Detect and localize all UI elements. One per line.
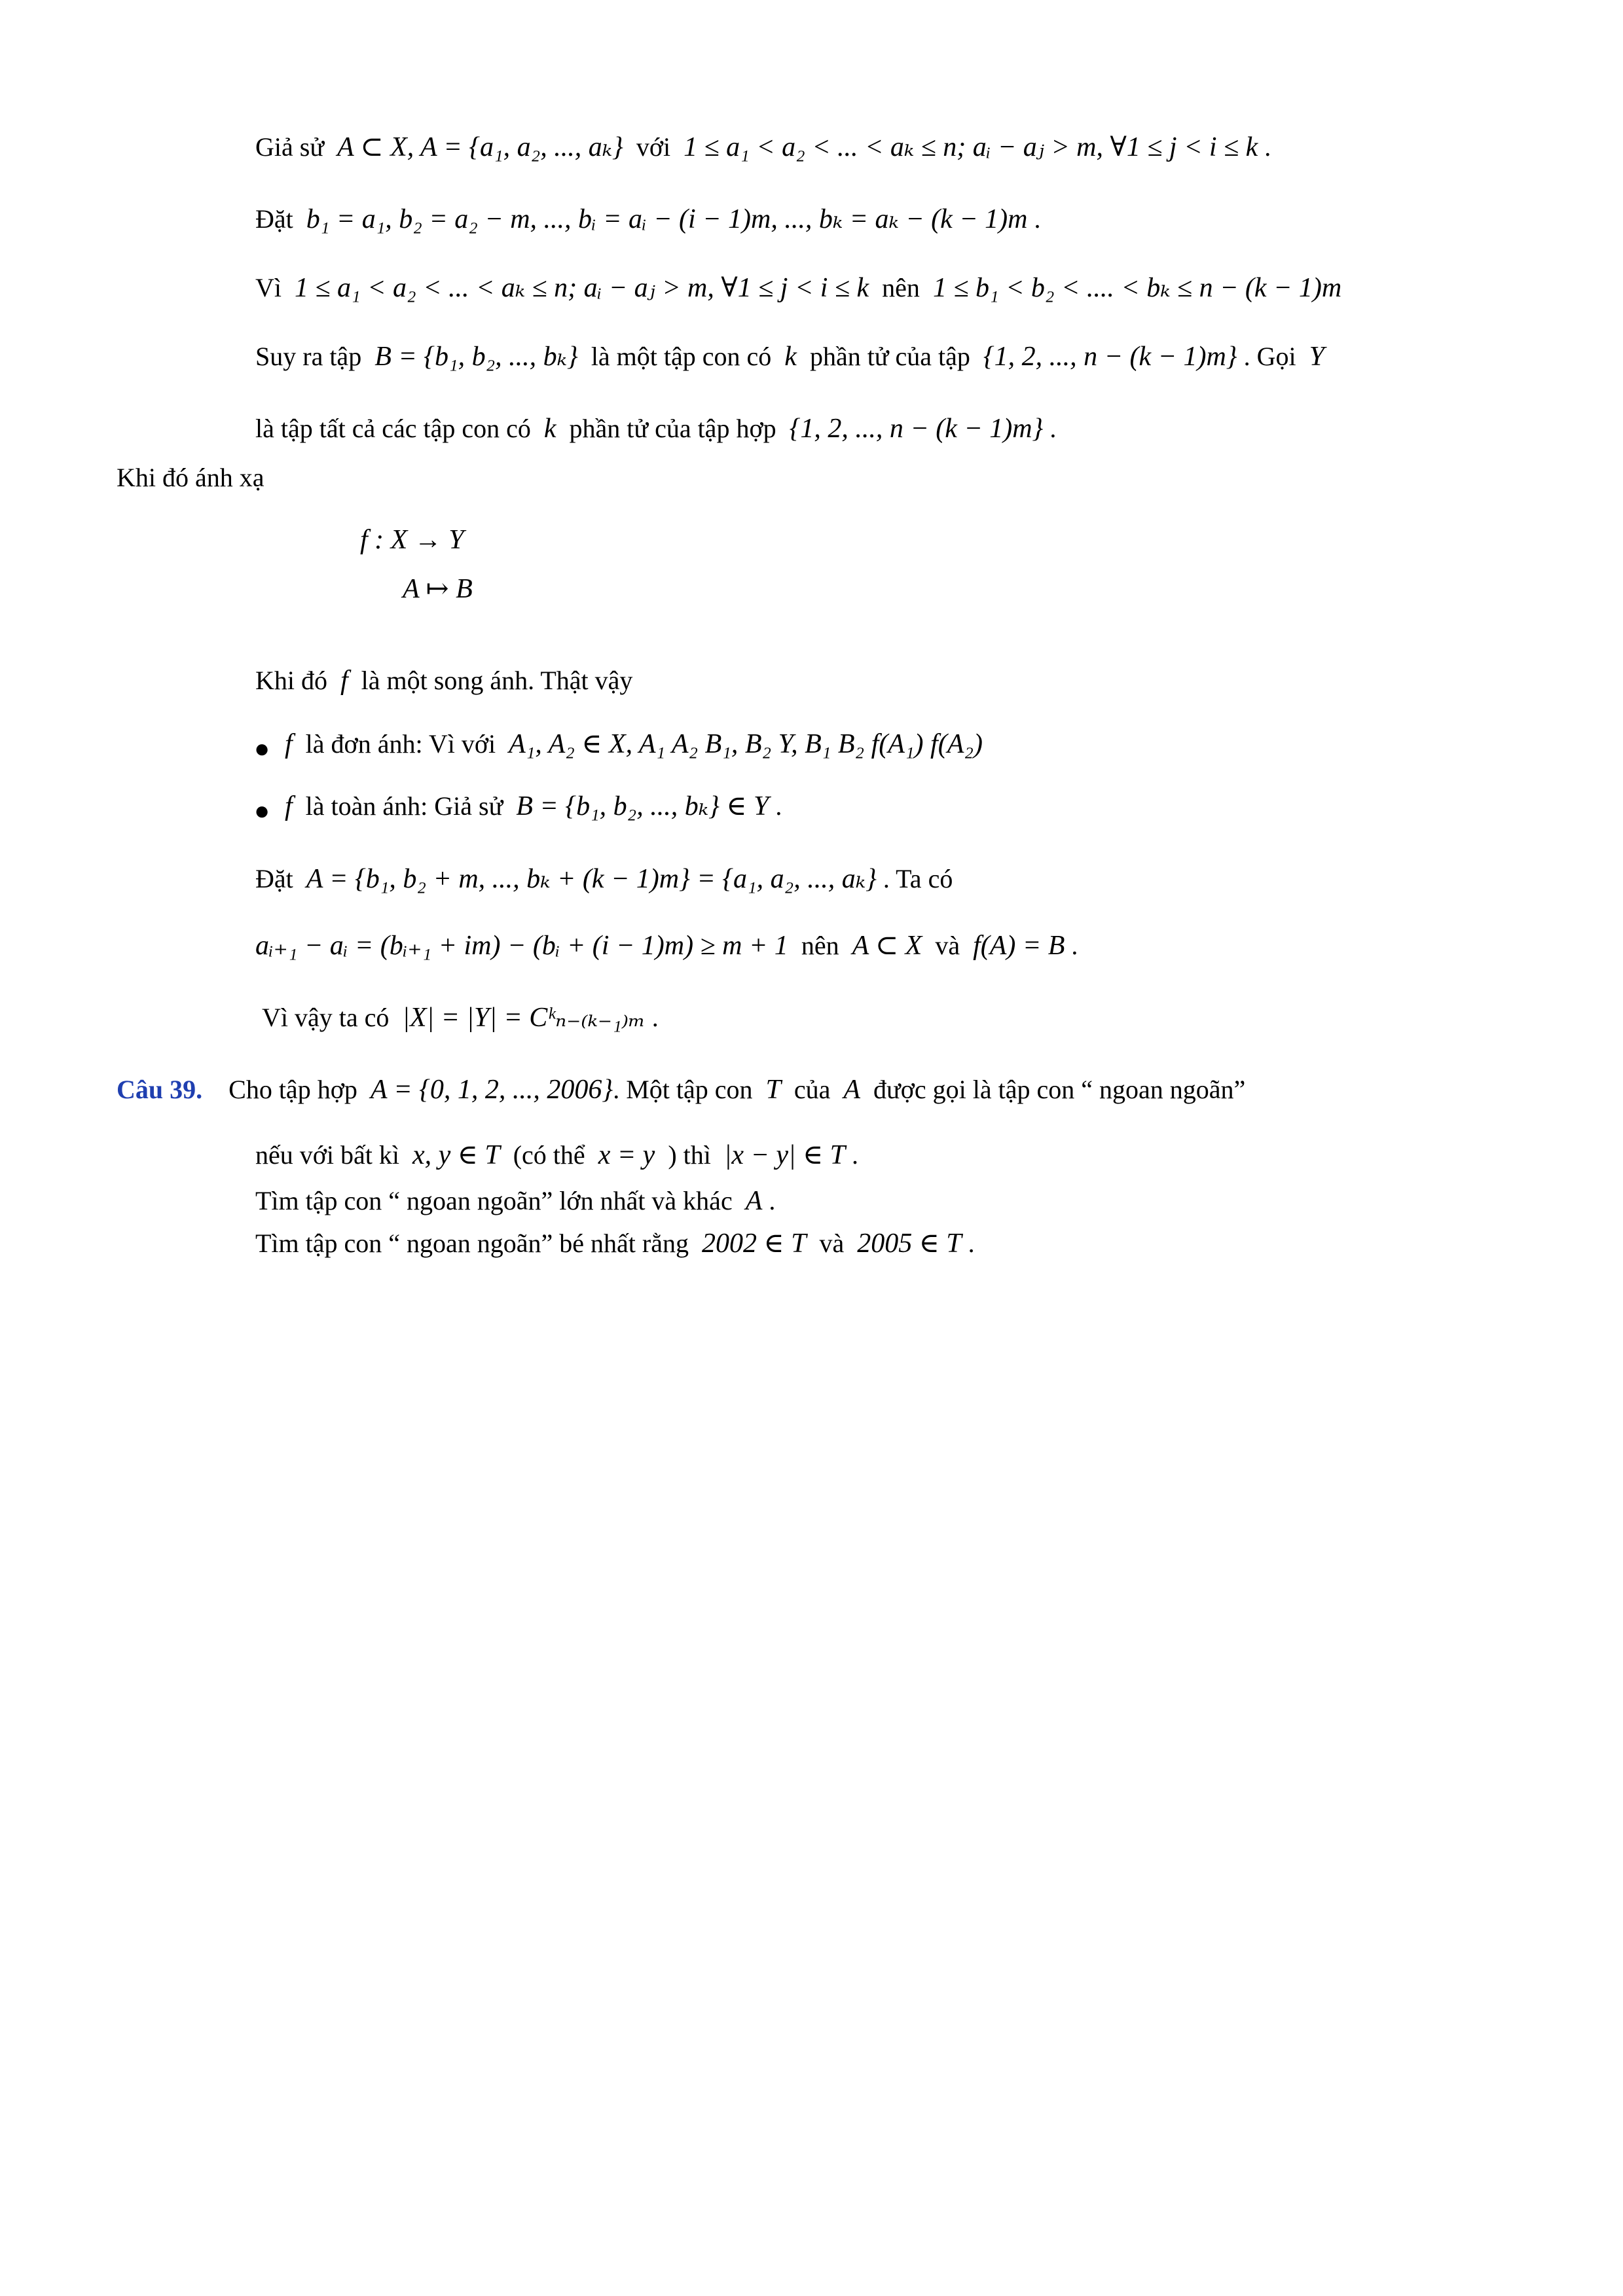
text: . [1264,132,1271,162]
text: là đơn ánh: Vì với [305,729,496,759]
math: B = {b₁, b₂, ..., bₖ} [374,342,578,372]
math: x, y ∈ T [412,1140,500,1170]
text: phần tử của tập [809,342,970,371]
text: Đặt [255,204,293,234]
line-conclusion [262,1001,659,1034]
text: và [819,1229,845,1258]
text: . Ta có [883,864,953,893]
text: nên [882,273,920,302]
math: x = y [598,1140,655,1170]
math: f [285,791,293,821]
line-task-1 [255,1185,775,1217]
text: . Gọi [1243,342,1296,371]
line-because [255,272,1341,304]
math: 1 ≤ a₁ < a₂ < ... < aₖ ≤ n; aᵢ − aⱼ > m, ∀1 ≤ j < i ≤ k [295,273,869,303]
math: k [784,342,797,372]
bullet-icon: ● [254,796,270,825]
text: Khi đó [255,666,327,695]
line-define-a [255,863,953,895]
math: 1 ≤ a₁ < a₂ < ... < aₖ ≤ n; aᵢ − aⱼ > m, ∀1 ≤ j < i ≤ k [684,132,1258,162]
line-question-39 [117,1073,1245,1106]
text: Giả sử [255,132,324,162]
math: f [285,729,293,759]
line-injective [285,728,983,761]
text: . [769,1186,776,1215]
line-bijection [255,664,632,697]
math: A = {0, 1, 2, ..., 2006} [370,1075,613,1105]
math: A ↦ B [403,574,473,604]
text: là một tập con có [591,342,772,371]
math: |x − y| ∈ T [723,1140,846,1170]
text: Khi đó ánh xạ [117,463,264,492]
text: nên [801,931,839,960]
line-map-def [360,524,464,556]
text: là tập tất cả các tập con có [255,414,531,443]
text: . [775,791,782,821]
math: 2002 ∈ T [702,1229,807,1259]
text: và [935,931,960,960]
math: B = {b₁, b₂, ..., bₖ} ∈ Y [516,791,769,821]
text: Vì [255,273,282,302]
math: 1 ≤ b₁ < b₂ < .... < bₖ ≤ n − (k − 1)m [932,273,1342,303]
math: f : X → Y [360,525,464,555]
text: là toàn ánh: Giả sử [305,791,503,821]
text: ) thì [668,1140,711,1170]
math: f [340,666,348,696]
line-task-2 [255,1227,975,1260]
text: . [651,1003,659,1032]
text: . Một tập con [613,1075,753,1104]
math: k [543,414,556,444]
text: Đặt [255,864,293,893]
math: A = {b₁, b₂ + m, ..., bₖ + (k − 1)m} = {a₁, a₂, ..., aₖ} [306,864,877,894]
text: với [636,132,671,162]
text: là một song ánh. Thật vậy [361,666,633,695]
text: (có thể [513,1140,585,1170]
text: Tìm tập con “ ngoan ngoãn” lớn nhất và khác [255,1186,733,1215]
line-surjective [285,790,782,823]
text: Tìm tập con “ ngoan ngoãn” bé nhất rằng [255,1229,689,1258]
math: A [745,1186,763,1216]
math: |X| = |Y| = Cᵏₙ₋₍ₖ₋₁₎ₘ [402,1003,646,1033]
text: được gọi là tập con “ ngoan ngoãn” [873,1075,1246,1104]
math: aᵢ₊₁ − aᵢ = (bᵢ₊₁ + im) − (bᵢ + (i − 1)m) ≥ m + 1 [255,931,788,961]
line-map-rule [403,573,473,605]
bullet-icon: ● [254,734,270,763]
text: . [968,1229,975,1258]
line-set-y [255,412,1056,445]
text: Cho tập hợp [228,1075,357,1104]
math: {1, 2, ..., n − (k − 1)m} [983,342,1237,372]
text: phần tử của tập hợp [569,414,776,443]
math: 2005 ∈ T [857,1229,962,1259]
text: Vì vậy ta có [262,1003,390,1032]
text: của [793,1075,831,1104]
line-subset-b [255,340,1324,373]
line-define-b [255,203,1040,236]
math: A₁, A₂ ∈ X, A₁ A₂ B₁, B₂ Y, B₁ B₂ f(A₁) f(A₂) [509,729,983,759]
math: f(A) = B [973,931,1065,961]
line-map-intro [117,461,264,494]
math: {1, 2, ..., n − (k − 1)m} [789,414,1044,444]
text: . [852,1140,859,1170]
line-difference [255,929,1078,962]
text: . [1049,414,1057,443]
math: T [765,1075,781,1105]
math: b₁ = a₁, b₂ = a₂ − m, ..., bᵢ = aᵢ − (i − 1)m, ..., bₖ = aₖ − (k − 1)m [306,204,1028,234]
text: Suy ra tập [255,342,362,371]
math: A [843,1075,861,1105]
question-number: Câu 39. [117,1075,203,1104]
math: Y [1309,342,1324,372]
math: A ⊂ X, A = {a₁, a₂, ..., aₖ} [337,132,623,162]
text: . [1071,931,1078,960]
line-condition [255,1139,858,1172]
text: . [1034,204,1041,234]
line-suppose [255,131,1271,164]
math: A ⊂ X [852,931,922,961]
text: nếu với bất kì [255,1140,399,1170]
